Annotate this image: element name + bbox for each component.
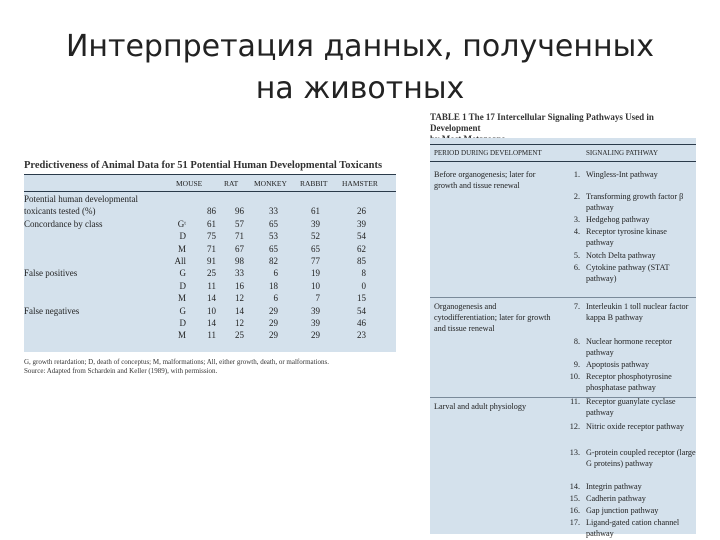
animal-table-footnote <box>24 358 396 376</box>
pathway-name: Wingless-Int pathway <box>586 170 658 179</box>
table-cell: 65 <box>269 243 278 254</box>
pathway-number: 2. <box>573 192 580 201</box>
table-row <box>24 219 396 230</box>
slide-title <box>0 26 720 110</box>
table-cell: 18 <box>269 280 278 291</box>
table-cell: 54 <box>357 305 366 316</box>
table-cell: 46 <box>357 318 366 328</box>
table-cell: 29 <box>269 318 278 328</box>
table-row <box>24 194 396 205</box>
table-row <box>24 206 396 217</box>
table-cell: 52 <box>311 231 320 242</box>
col-pathway: SIGNALING PATHWAY <box>586 149 659 157</box>
period-label: Larval and adult physiology <box>434 402 527 411</box>
table-cell: 71 <box>207 243 216 254</box>
table-cell: 25 <box>235 330 244 341</box>
pathway-name: Apoptosis pathway <box>586 360 649 369</box>
row-class: All <box>174 256 186 266</box>
pathway-number: 13. <box>569 448 580 457</box>
period-label: Organogenesis and cytodifferentiation; later for growth and tissue renewal <box>434 302 551 333</box>
table-cell: 15 <box>357 293 366 304</box>
pathways-table-body <box>430 138 696 538</box>
animal-table-header <box>24 174 396 192</box>
pathway-number: 10. <box>569 372 580 381</box>
row-label: Concordance by class <box>24 218 103 229</box>
pathway-number: 11. <box>570 397 580 406</box>
table-cell: 33 <box>269 206 278 217</box>
pathway-number: 15. <box>569 494 580 503</box>
table-cell: 29 <box>269 330 278 341</box>
col-period: PERIOD DURING DEVELOPMENT <box>434 149 542 157</box>
table-row <box>24 318 396 329</box>
row-class: D <box>179 280 186 291</box>
table-cell: 0 <box>361 280 366 291</box>
table-cell: 85 <box>357 256 366 266</box>
pathway-name: Cytokine pathway (STAT pathway) <box>586 263 670 283</box>
pathway-number: 14. <box>569 482 580 491</box>
table-cell: 14 <box>207 318 216 328</box>
pathway-number: 8. <box>573 337 580 346</box>
table-cell: 12 <box>235 293 244 304</box>
table-cell: 6 <box>273 268 278 279</box>
table-cell: 23 <box>357 330 366 341</box>
col-monkey: MONKEY <box>254 179 287 188</box>
table-row <box>24 306 396 317</box>
table-cell: 11 <box>207 330 216 341</box>
table-cell: 25 <box>207 268 216 279</box>
table-cell: 98 <box>235 256 244 266</box>
row-class: M <box>177 330 186 341</box>
animal-data-table <box>24 158 396 394</box>
pathway-name: Notch Delta pathway <box>586 251 656 260</box>
table-cell: 91 <box>207 256 216 266</box>
pathways-caption-line-1: TABLE 1 The 17 Intercellular Signaling Pathways Used in Development <box>430 112 654 133</box>
table-cell: 10 <box>311 280 320 291</box>
table-row <box>24 293 396 304</box>
footnote-abbreviations: G, growth retardation; D, death of conceptus; M, malformations; All, either growth, death, or malformations. <box>24 358 330 366</box>
col-hamster: HAMSTER <box>342 179 378 188</box>
pathway-number: 1. <box>573 170 580 179</box>
col-mouse: MOUSE <box>176 179 203 188</box>
table-cell: 65 <box>311 243 320 254</box>
table-cell: 39 <box>311 218 320 229</box>
row-class: D <box>179 231 186 242</box>
table-cell: 11 <box>207 280 216 291</box>
table-cell: 39 <box>311 305 320 316</box>
table-row <box>24 281 396 292</box>
col-rat: RAT <box>224 179 239 188</box>
table-cell: 77 <box>311 256 320 266</box>
pathway-number: 6. <box>573 263 580 272</box>
table-cell: 39 <box>357 218 366 229</box>
table-cell: 33 <box>235 268 244 279</box>
table-cell: 53 <box>269 231 278 242</box>
table-cell: 14 <box>235 305 244 316</box>
pathway-name: Cadherin pathway <box>586 494 646 503</box>
row-class: M <box>177 243 186 254</box>
table-cell: 39 <box>311 318 320 328</box>
table-cell: 61 <box>207 218 216 229</box>
pathway-name: Transforming growth factor β pathway <box>586 192 684 212</box>
pathways-table-caption <box>430 112 696 137</box>
pathway-name: Gap junction pathway <box>586 506 659 515</box>
pathway-number: 17. <box>569 518 580 527</box>
period-label: Before organogenesis; later for growth and tissue renewal <box>434 170 536 190</box>
period-divider <box>430 297 696 298</box>
row-class: M <box>177 293 186 304</box>
row-class: D <box>179 318 186 328</box>
pathway-name: Receptor tyrosine kinase pathway <box>586 227 667 247</box>
table-cell: 54 <box>357 231 366 242</box>
table-cell: 6 <box>273 293 278 304</box>
animal-table-body <box>24 174 396 352</box>
pathway-name: Integrin pathway <box>586 482 642 491</box>
table-cell: 26 <box>357 206 366 217</box>
row-class: Gᵗ <box>177 218 186 229</box>
table-row <box>24 330 396 341</box>
row-label: False positives <box>24 268 78 279</box>
table-cell: 62 <box>357 243 366 254</box>
animal-table-caption: Predictiveness of Animal Data for 51 Potential Human Developmental Toxicants <box>24 160 383 171</box>
pathway-number: 16. <box>569 506 580 515</box>
footnote-source: Source: Adapted from Schardein and Keller (1989), with permission. <box>24 367 218 375</box>
table-row <box>24 268 396 279</box>
table-row <box>24 231 396 242</box>
pathway-number: 4. <box>573 227 580 236</box>
table-cell: 71 <box>235 231 244 242</box>
pathway-name: Receptor phosphotyrosine phosphatase pathway <box>586 372 672 392</box>
table-cell: 7 <box>315 293 320 304</box>
table-cell: 75 <box>207 231 216 242</box>
table-cell: 67 <box>235 243 244 254</box>
table-cell: 12 <box>235 318 244 328</box>
col-rabbit: RABBIT <box>300 179 328 188</box>
table-row <box>24 256 396 267</box>
table-cell: 57 <box>235 218 244 229</box>
pathway-name: Ligand-gated cation channel pathway <box>586 518 680 538</box>
slide-title-line-2: на животных <box>255 71 465 106</box>
table-cell: 29 <box>311 330 320 341</box>
row-class: G <box>179 268 186 279</box>
pathway-name: Interleukin 1 toll nuclear factor kappa B pathway <box>586 302 689 322</box>
row-class: G <box>179 305 186 316</box>
pathway-name: Nitric oxide receptor pathway <box>586 422 684 431</box>
pathway-number: 7. <box>573 302 580 311</box>
pathway-number: 5. <box>573 251 580 260</box>
table-cell: 8 <box>361 268 366 279</box>
table-cell: 14 <box>207 293 216 304</box>
pathway-number: 12. <box>569 422 580 431</box>
table-cell: 29 <box>269 305 278 316</box>
table-cell: 16 <box>235 280 244 291</box>
table-cell: 82 <box>269 256 278 266</box>
signaling-pathways-table <box>430 112 696 538</box>
pathway-number: 9. <box>573 360 580 369</box>
table-cell: 96 <box>235 206 244 217</box>
pathways-table-header <box>430 144 696 162</box>
pathway-name: G-protein coupled receptor (large G proteins) pathway <box>586 448 696 468</box>
table-cell: 61 <box>311 206 320 217</box>
pathway-name: Receptor guanylate cyclase pathway <box>586 397 676 417</box>
table-cell: 19 <box>311 268 320 279</box>
row-label: Potential human developmental <box>24 194 138 204</box>
pathway-number: 3. <box>573 215 580 224</box>
row-label: toxicants tested (%) <box>24 206 96 217</box>
table-cell: 65 <box>269 218 278 229</box>
slide-title-line-1: Интерпретация данных, полученных <box>65 29 655 64</box>
row-label: False negatives <box>24 305 80 316</box>
pathway-name: Nuclear hormone receptor pathway <box>586 337 672 357</box>
table-row <box>24 244 396 255</box>
pathway-name: Hedgehog pathway <box>586 215 650 224</box>
table-cell: 10 <box>207 305 216 316</box>
table-cell: 86 <box>207 206 216 217</box>
